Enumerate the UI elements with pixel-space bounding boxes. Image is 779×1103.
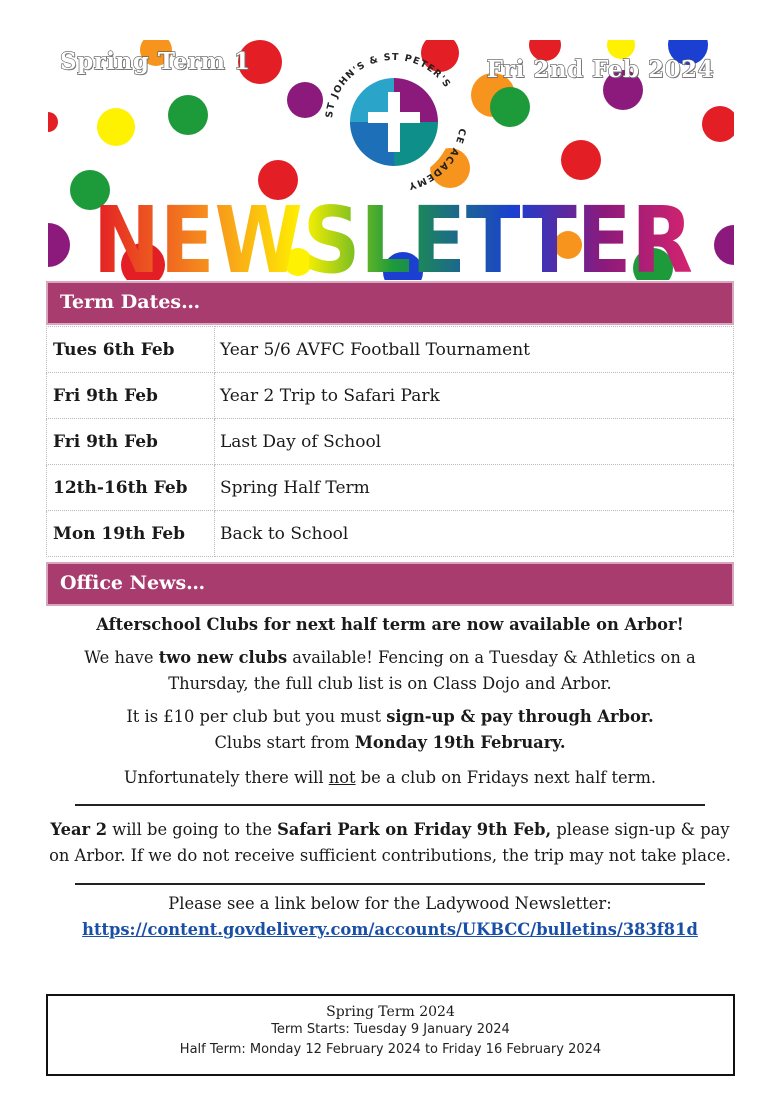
school-logo — [310, 40, 478, 190]
date-cell: Tues 6th Feb — [47, 327, 215, 373]
club-start-paragraph: Clubs start from Monday 19th February. — [214, 733, 566, 752]
table-row — [47, 419, 734, 465]
half-term-line: Half Term: Monday 12 February 2024 to Friday 16 February 2024 — [179, 1042, 602, 1057]
table-row — [47, 465, 734, 511]
event-cell: Spring Half Term — [215, 465, 734, 511]
ladywood-newsletter-link[interactable]: https://content.govdelivery.com/accounts/UKBCC/bulletins/383f81d — [82, 920, 698, 939]
svg-text:NEWSLETTER: NEWSLETTER — [93, 192, 693, 278]
date-cell: 12th-16th Feb — [47, 465, 215, 511]
term-dates-heading-bar — [46, 281, 734, 325]
event-cell: Year 5/6 AVFC Football Tournament — [215, 327, 734, 373]
clubs-headline: Afterschool Clubs for next half term are now available on Arbor! — [96, 615, 684, 634]
table-row — [47, 327, 734, 373]
club-price-paragraph: It is £10 per club but you must sign-up & pay through Arbor. — [126, 707, 654, 726]
term-label: Spring Term 1 — [60, 48, 251, 75]
safari-trip-paragraph: Year 2 will be going to the Safari Park on Friday 9th Feb, please sign-up & pay on Arbor. If we do not receive sufficient contributions, the trip may not take place. — [49, 820, 731, 865]
table-row — [47, 511, 734, 557]
svg-text:CE ACADEMY: CE ACADEMY — [406, 127, 468, 190]
divider — [75, 804, 705, 806]
issue-date: Fri 2nd Feb 2024 — [486, 56, 714, 83]
ladywood-text: Please see a link below for the Ladywood Newsletter: — [168, 894, 612, 913]
term-dates-heading: Term Dates… — [60, 291, 201, 313]
date-cell: Fri 9th Feb — [47, 419, 215, 465]
date-cell: Mon 19th Feb — [47, 511, 215, 557]
newsletter-header — [48, 40, 734, 280]
office-news-heading: Office News… — [60, 572, 206, 594]
term-start-line: Term Starts: Tuesday 9 January 2024 — [271, 1022, 510, 1037]
svg-text:ST JOHN'S & ST PETER'S: ST JOHN'S & ST PETER'S — [324, 51, 453, 119]
office-news-heading-bar — [46, 562, 734, 606]
event-cell: Year 2 Trip to Safari Park — [215, 373, 734, 419]
date-cell: Fri 9th Feb — [47, 373, 215, 419]
office-news-body — [48, 612, 732, 943]
table-row — [47, 373, 734, 419]
summary-title: Spring Term 2024 — [326, 1004, 455, 1020]
new-clubs-paragraph: We have two new clubs available! Fencing on a Tuesday & Athletics on a Thursday, the full club list is on Class Dojo and Arbor. — [84, 648, 696, 693]
divider — [75, 883, 705, 885]
fridays-paragraph: Unfortunately there will not be a club on Fridays next half term. — [123, 768, 657, 787]
event-cell: Back to School — [215, 511, 734, 557]
event-cell: Last Day of School — [215, 419, 734, 465]
newsletter-title — [88, 192, 698, 278]
term-dates-summary-box — [46, 994, 735, 1076]
term-dates-table — [46, 326, 734, 557]
